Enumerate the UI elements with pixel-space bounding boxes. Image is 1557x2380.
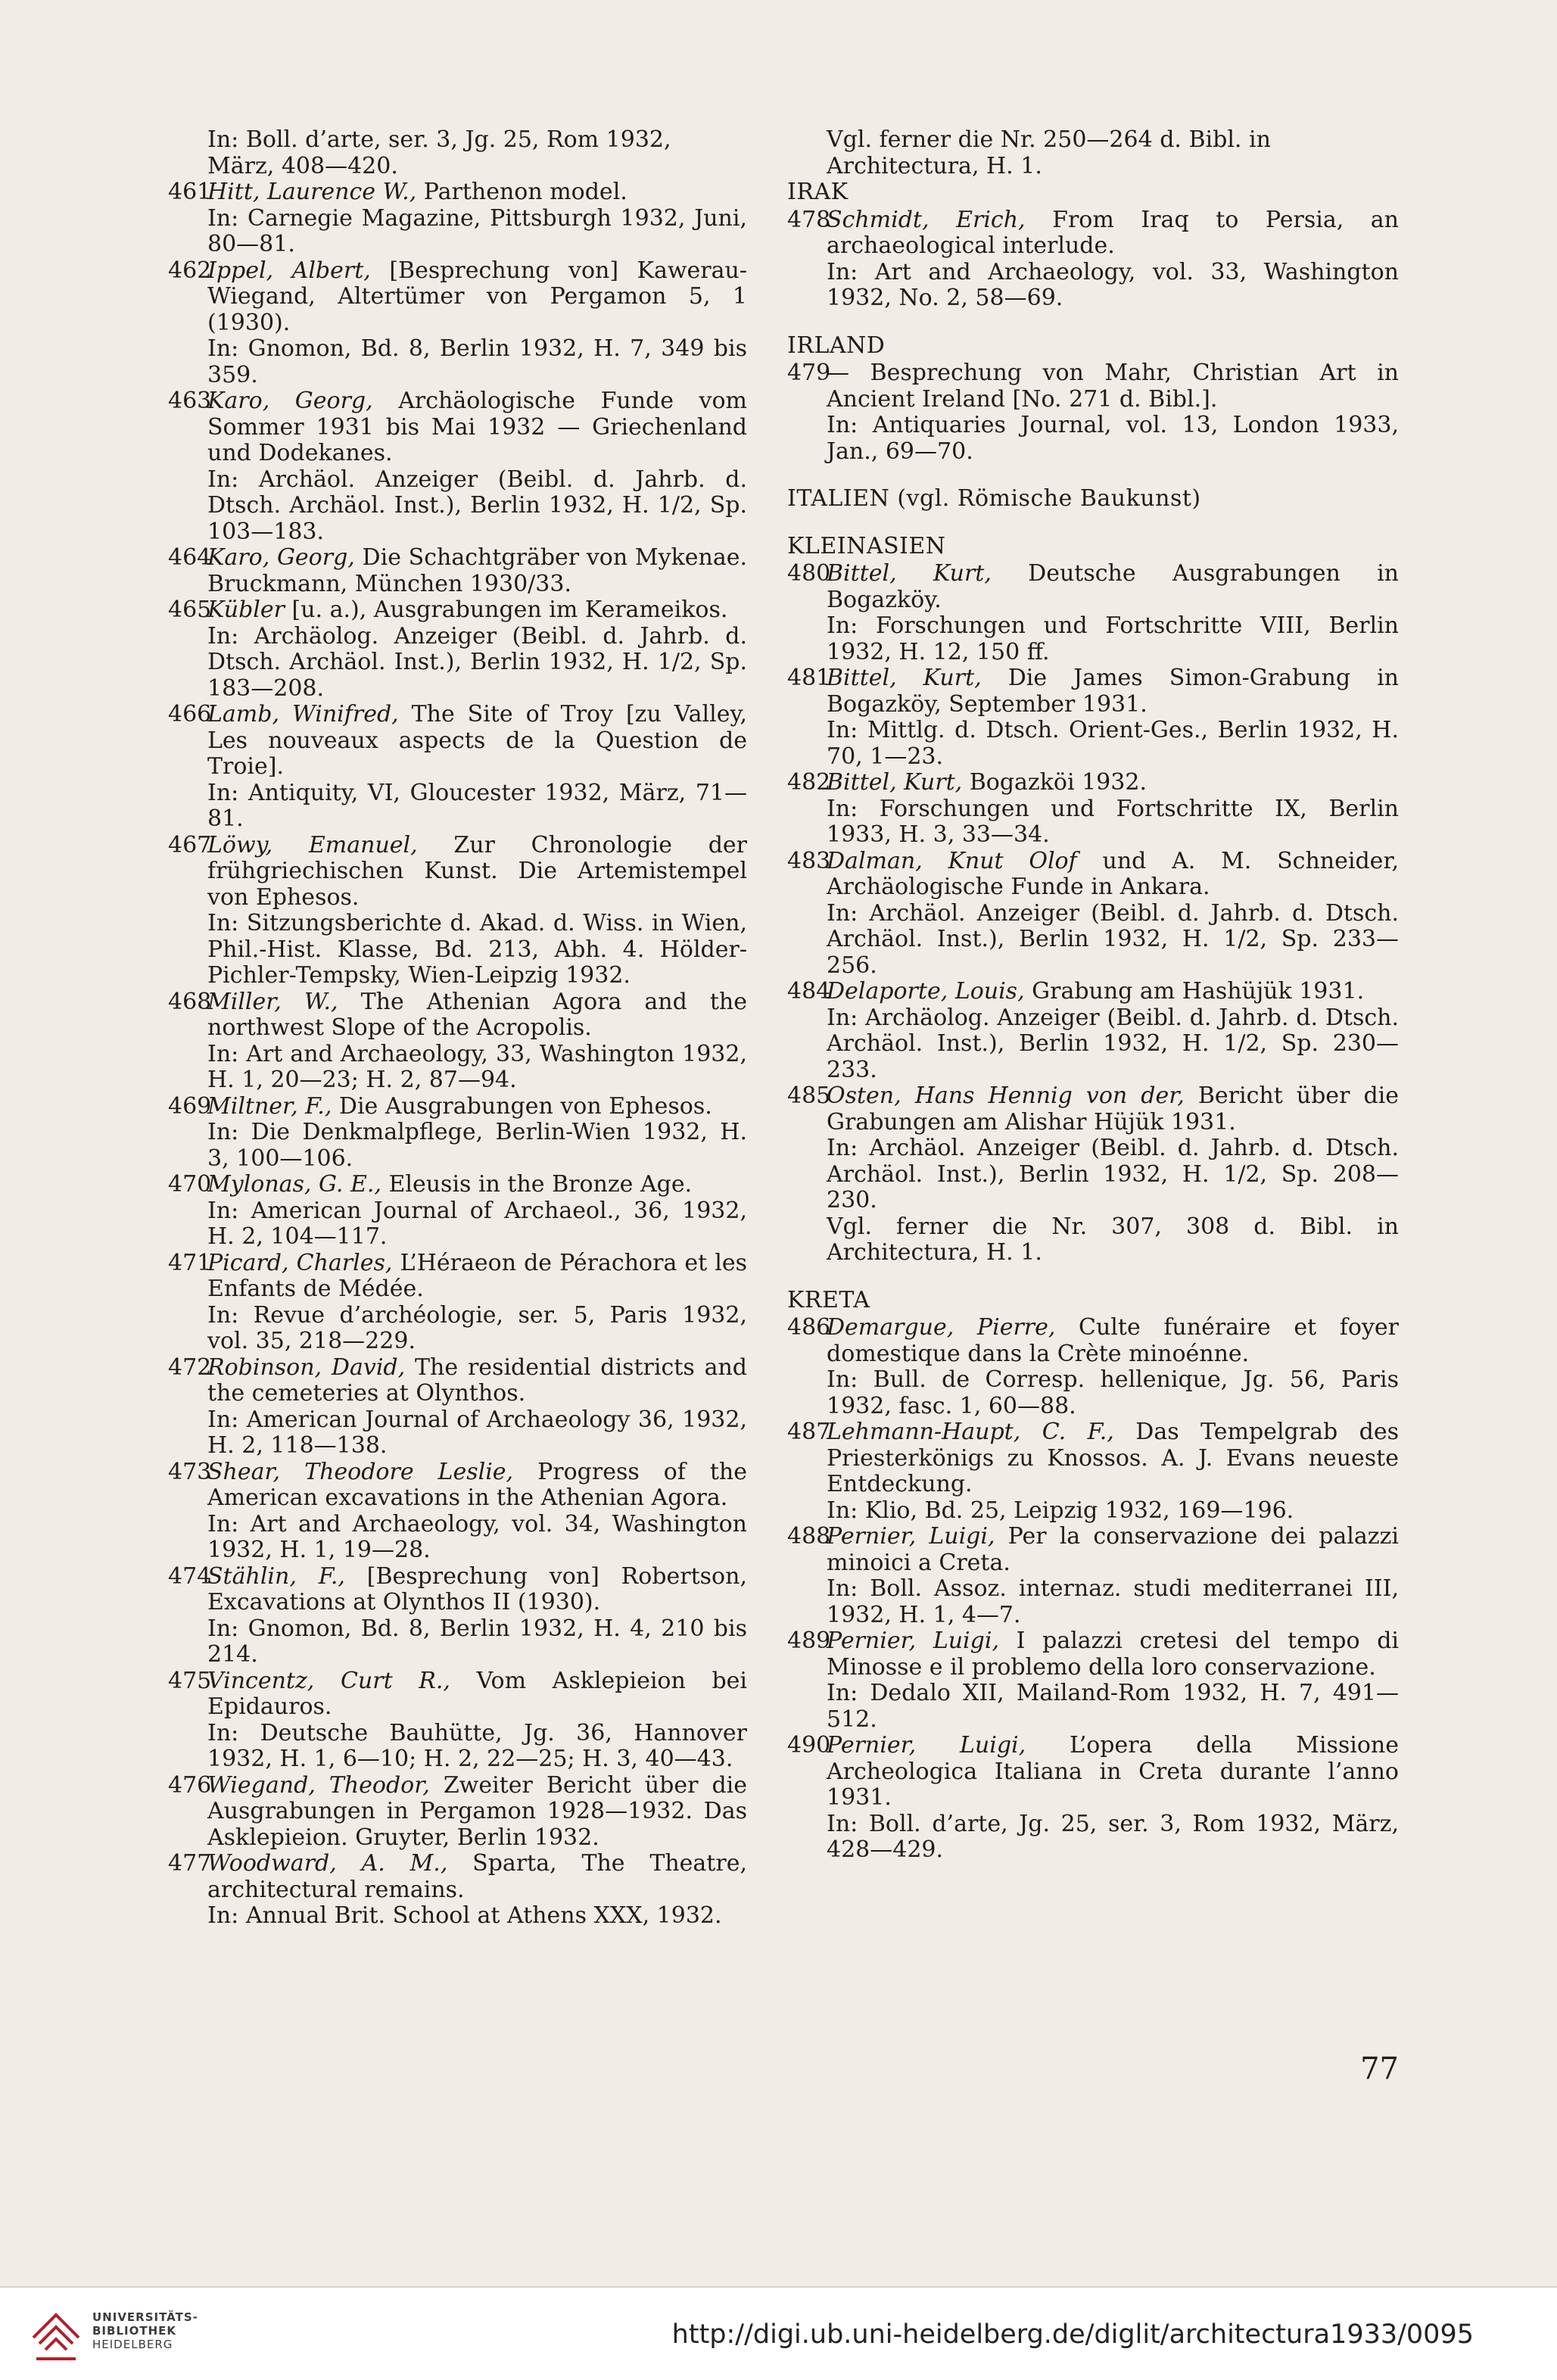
entry-number: 472 xyxy=(168,1354,212,1381)
bibliography-entry xyxy=(168,1172,747,1251)
bibliography-entry xyxy=(787,1419,1399,1524)
entry-number: 473 xyxy=(168,1458,212,1485)
entry-number: 485 xyxy=(787,1083,831,1109)
entry-source-line: In: Revue d’archéologie, ser. 5, Paris 1932, vol. 35, 218—229. xyxy=(207,1301,747,1354)
entry-body xyxy=(827,1083,1399,1266)
entry-title: Zur Chronologie der frühgriechischen Kunst. Die Artemistempel von Ephesos. xyxy=(207,831,747,911)
entry-title: The residential districts and the cemeteries at Olynthos. xyxy=(207,1354,748,1407)
entry-source-line: In: Antiquity, VI, Gloucester 1932, März, 71—81. xyxy=(207,779,747,832)
entry-author: Vincentz, Curt R., xyxy=(207,1667,450,1694)
entry-author: Demargue, Pierre, xyxy=(827,1314,1056,1341)
entry-number: 464 xyxy=(168,544,212,571)
entry-author: Bittel, Kurt, xyxy=(827,769,963,796)
entry-title-line xyxy=(207,1564,747,1616)
entry-title: Parthenon model. xyxy=(416,179,627,205)
entry-title-line xyxy=(207,833,747,911)
entry-source-line: In: Archäolog. Anzeiger (Beibl. d. Jahrb. d. Dtsch. Archäol. Inst.), Berlin 1932, H. 1/2, Sp. 230—233. xyxy=(827,1004,1399,1083)
entry-author: Osten, Hans Hennig von der, xyxy=(827,1083,1185,1109)
page-number: 77 xyxy=(1360,2051,1399,2086)
bibliography-entry xyxy=(168,597,747,702)
entry-body xyxy=(207,388,747,545)
bibliography-entry xyxy=(168,388,747,545)
bibliography-entry xyxy=(787,1628,1399,1733)
entry-number: 476 xyxy=(168,1771,212,1799)
entry-title-line xyxy=(827,1524,1399,1576)
bibliography-entry xyxy=(787,770,1399,849)
entry-body xyxy=(827,207,1399,312)
entry-title: From Iraq to Persia, an archaeological interlude. xyxy=(827,206,1400,259)
entry-title-line xyxy=(827,979,1399,1005)
entry-author: Robinson, David, xyxy=(207,1354,406,1381)
entry-source-line: In: American Journal of Archaeology 36, 1932, H. 2, 118—138. xyxy=(207,1406,747,1459)
entry-title: Die James Simon-Grabung in Bogazköy, September 1931. xyxy=(827,665,1400,718)
entry-author: Schmidt, Erich, xyxy=(827,206,1026,233)
entry-source-line: In: Dedalo XII, Mailand-Rom 1932, H. 7, 491—512. xyxy=(827,1680,1399,1733)
entry-author: Lamb, Winifred, xyxy=(207,701,399,727)
entry-source-line: In: Annual Brit. School at Athens XXX, 1932. xyxy=(207,1902,722,1929)
entry-body xyxy=(827,1628,1399,1733)
entry-number: 484 xyxy=(787,978,831,1005)
entry-source-line: In: Carnegie Magazine, Pittsburgh 1932, Juni, 80—81. xyxy=(207,204,747,257)
entry-author: Picard, Charles, xyxy=(207,1249,393,1276)
entry-body xyxy=(207,989,747,1094)
entry-title-line xyxy=(827,1733,1399,1811)
entry-body xyxy=(207,1355,747,1459)
entry-title-line xyxy=(207,1773,747,1852)
entry-title: Bericht über die Grabungen am Alishar Hüjük 1931. xyxy=(827,1083,1399,1135)
entry-source-line: In: Archäol. Anzeiger (Beibl. d. Jahrb. d. Dtsch. Archäol. Inst.), Berlin 1932, H. 1/2, Sp. 103—183. xyxy=(207,466,747,545)
entry-number: 486 xyxy=(787,1314,831,1341)
entry-body xyxy=(207,1773,747,1852)
library-name-line: BIBLIOTHEK xyxy=(92,2324,176,2338)
entry-body xyxy=(827,1524,1399,1628)
bibliography-entry xyxy=(787,1524,1399,1628)
entry-source-line: In: Gnomon, Bd. 8, Berlin 1932, H. 7, 349 bis 359. xyxy=(207,335,747,388)
entry-author: Wiegand, Theodor, xyxy=(207,1771,430,1799)
entry-author: Kübler xyxy=(207,597,285,623)
entry-body xyxy=(827,360,1399,465)
entry-source-line: In: Bull. de Corresp. hellenique, Jg. 56, Paris 1932, fasc. 1, 60—88. xyxy=(827,1366,1399,1419)
entry-title: Die Ausgrabungen von Ephesos. xyxy=(332,1092,712,1120)
continuation-block xyxy=(168,127,747,179)
entry-number: 490 xyxy=(787,1732,831,1759)
entry-title: Zweiter Bericht über die Ausgrabungen in Pergamon 1928—1932. Das Asklepieion. Gruyter, Berlin 1932. xyxy=(207,1771,747,1851)
entry-title-line xyxy=(207,258,747,337)
entry-body xyxy=(207,1251,747,1355)
entry-source-line: In: Forschungen und Fortschritte VIII, Berlin 1932, H. 12, 150 ff. xyxy=(827,612,1399,665)
entry-author: Bittel, Kurt, xyxy=(827,665,982,691)
entry-title-line xyxy=(207,1251,747,1303)
entry-number: 489 xyxy=(787,1628,831,1654)
entry-title: — Besprechung von Mahr, Christian Art in Ancient Ireland [No. 271 d. Bibl.]. xyxy=(827,360,1399,413)
entry-body xyxy=(827,1419,1399,1524)
entry-source-line: In: Sitzungsberichte d. Akad. d. Wiss. in Wien, Phil.-Hist. Klasse, Bd. 213, Abh. 4. Hölder-Pichler-Tempsky, Wien-Leipzig 1932. xyxy=(207,910,747,989)
entry-title: Archäologische Funde vom Sommer 1931 bis Mai 1932 — Griechenland und Dodekanes. xyxy=(207,388,747,466)
entry-author: Shear, Theodore Leslie, xyxy=(207,1458,514,1485)
entry-title: [Besprechung von] Robertson, Excavations at Olynthos II (1930). xyxy=(207,1562,747,1615)
entry-title: Progress of the American excavations in the Athenian Agora. xyxy=(207,1458,747,1511)
entry-title: [Besprechung von] Kawerau-Wiegand, Altertümer von Pergamon 5, 1 (1930). xyxy=(207,257,747,336)
entry-author: Pernier, Luigi, xyxy=(827,1628,999,1654)
entry-body xyxy=(207,702,747,833)
entry-source-line: In: Archäolog. Anzeiger (Beibl. d. Jahrb. d. Dtsch. Archäol. Inst.), Berlin 1932, H. 1/2, Sp. 183—208. xyxy=(207,622,747,702)
entry-source-line: In: Gnomon, Bd. 8, Berlin 1932, H. 4, 210 bis 214. xyxy=(207,1615,747,1668)
entry-source-line: In: Archäol. Anzeiger (Beibl. d. Jahrb. d. Dtsch. Archäol. Inst.), Berlin 1932, H. 1/2, Sp. 233—256. xyxy=(827,899,1399,979)
entry-title-line xyxy=(207,1172,747,1198)
entry-author: Delaporte, Louis, xyxy=(827,978,1025,1005)
continuation-line: In: Boll. d’arte, ser. 3, Jg. 25, Rom 1932, xyxy=(207,126,671,153)
entry-number: 474 xyxy=(168,1562,212,1590)
entry-author: Ippel, Albert, xyxy=(207,257,371,284)
entry-source-line: In: Klio, Bd. 25, Leipzig 1932, 169—196. xyxy=(827,1497,1294,1524)
entry-body xyxy=(207,597,747,702)
entry-number: 461 xyxy=(168,179,212,205)
bibliography-entry xyxy=(787,360,1399,465)
entry-source-line: In: Boll. Assoz. internaz. studi mediterranei III, 1932, H. 1, 4—7. xyxy=(827,1575,1399,1628)
entry-author: Karo, Georg, xyxy=(207,544,355,571)
entry-title-line xyxy=(207,388,747,467)
entry-title: I palazzi cretesi del tempo di Minosse e il problemo della loro conservazione. xyxy=(827,1628,1399,1681)
entry-author: Mylonas, G. E., xyxy=(207,1171,381,1198)
entry-title-line xyxy=(827,561,1399,613)
entry-body xyxy=(827,1733,1399,1864)
entry-source-line: In: Archäol. Anzeiger (Beibl. d. Jahrb. d. Dtsch. Archäol. Inst.), Berlin 1932, H. 1/2, Sp. 208—230. xyxy=(827,1135,1399,1213)
entry-body xyxy=(207,833,747,989)
entry-author: Bittel, Kurt, xyxy=(827,560,992,587)
entry-body xyxy=(827,561,1399,665)
entry-title-line xyxy=(207,597,747,624)
entry-title: Grabung am Hashüjük 1931. xyxy=(1024,978,1365,1005)
entry-title-line xyxy=(207,179,747,206)
bibliography-entry xyxy=(787,1083,1399,1266)
entry-number: 469 xyxy=(168,1092,212,1120)
entry-body xyxy=(207,258,747,389)
continuation-line: Vgl. ferner die Nr. 250—264 d. Bibl. in xyxy=(827,126,1271,153)
entry-title: Sparta, The Theatre, architectural remains. xyxy=(207,1850,747,1903)
entry-title: Per la conservazione dei palazzi minoici a Creta. xyxy=(827,1523,1399,1576)
entry-number: 471 xyxy=(168,1249,212,1276)
entry-author: Pernier, Luigi, xyxy=(827,1523,995,1550)
entry-source-line: In: Antiquaries Journal, vol. 13, London 1933, Jan., 69—70. xyxy=(827,412,1399,465)
entry-number: 481 xyxy=(787,665,831,691)
entry-author: Pernier, Luigi, xyxy=(827,1732,1026,1759)
entry-body xyxy=(207,545,747,597)
continuation-line: März, 408—420. xyxy=(207,152,398,179)
entry-number: 467 xyxy=(168,831,212,858)
entry-title: Eleusis in the Bronze Age. xyxy=(381,1171,693,1198)
entry-source-line: In: Art and Archaeology, vol. 34, Washington 1932, H. 1, 19—28. xyxy=(207,1510,747,1563)
entry-title: Die Schachtgräber von Mykenae. Bruckmann, München 1930/33. xyxy=(207,544,747,597)
entry-number: 482 xyxy=(787,769,831,796)
bibliography-entry xyxy=(787,561,1399,665)
entry-title: Bogazköi 1932. xyxy=(962,769,1147,796)
entry-title: [u. a.), Ausgrabungen im Kerameikos. xyxy=(284,597,728,623)
entry-title-line xyxy=(827,1419,1399,1498)
entry-author: Stählin, F., xyxy=(207,1562,345,1590)
entry-body xyxy=(207,1851,747,1930)
bibliography-entry xyxy=(168,702,747,833)
bibliography-entry xyxy=(168,545,747,597)
entry-number: 470 xyxy=(168,1171,212,1198)
entry-title-line xyxy=(207,702,747,780)
entry-number: 487 xyxy=(787,1419,831,1445)
entry-source-line: In: Art and Archaeology, vol. 33, Washington 1932, No. 2, 58—69. xyxy=(827,258,1399,311)
entry-title-line xyxy=(827,1083,1399,1135)
entry-body xyxy=(827,770,1399,849)
section-heading: ITALIEN (vgl. Römische Baukunst) xyxy=(787,485,1201,512)
entry-author: Lehmann-Haupt, C. F., xyxy=(827,1419,1114,1445)
bibliography-entry xyxy=(168,1773,747,1852)
entry-body xyxy=(207,1172,747,1251)
footer-bar xyxy=(0,2286,1557,2380)
entry-title-line xyxy=(207,989,747,1042)
bibliography-entry xyxy=(787,207,1399,312)
entry-source-line: In: Deutsche Bauhütte, Jg. 36, Hannover 1932, H. 1, 6—10; H. 2, 22—25; H. 3, 40—43. xyxy=(207,1719,747,1772)
entry-number: 488 xyxy=(787,1523,831,1550)
right-sections xyxy=(787,179,1399,1864)
entry-number: 465 xyxy=(168,597,212,623)
entry-source-line: In: Forschungen und Fortschritte IX, Berlin 1933, H. 3, 33—34. xyxy=(827,795,1399,848)
entry-title-line xyxy=(827,1628,1399,1681)
entry-title-line xyxy=(827,665,1399,718)
entry-number: 468 xyxy=(168,988,212,1015)
entry-number: 480 xyxy=(787,560,831,587)
section-heading: KLEINASIEN xyxy=(787,532,946,559)
entry-number: 477 xyxy=(168,1850,212,1877)
entry-title: Das Tempelgrab des Priesterkönigs zu Knossos. A. J. Evans neueste Entdeckung. xyxy=(827,1419,1399,1497)
entry-number: 478 xyxy=(787,206,831,233)
entry-title-line xyxy=(207,1668,747,1721)
bibliography-entry xyxy=(168,833,747,989)
entry-author: Miltner, F., xyxy=(207,1092,332,1120)
entry-source-line: In: Die Denkmalpflege, Berlin-Wien 1932, H. 3, 100—106. xyxy=(207,1119,747,1172)
entry-author: Karo, Georg, xyxy=(207,388,373,414)
section-heading: IRLAND xyxy=(787,332,886,359)
bibliography-entry xyxy=(787,1733,1399,1864)
bibliography-entry xyxy=(168,1094,747,1173)
entry-body xyxy=(207,1564,747,1668)
entry-source-line: In: Art and Archaeology, 33, Washington 1932, H. 1, 20—23; H. 2, 87—94. xyxy=(207,1040,747,1093)
right-column xyxy=(787,127,1399,1864)
library-name-line: UNIVERSITÄTS- xyxy=(92,2310,198,2324)
entry-author: Woodward, A. M., xyxy=(207,1850,448,1877)
entry-author: Hitt, Laurence W., xyxy=(207,179,417,205)
entry-number: 462 xyxy=(168,257,212,284)
entry-title-line xyxy=(827,849,1399,901)
entry-title: und A. M. Schneider, Archäologische Funde in Ankara. xyxy=(827,847,1399,900)
bibliography-entry xyxy=(168,1564,747,1668)
entry-body xyxy=(827,849,1399,980)
library-logo-icon xyxy=(29,2298,83,2366)
bibliography-entry xyxy=(168,1251,747,1355)
entry-body xyxy=(207,179,747,258)
entry-number: 466 xyxy=(168,701,212,727)
entry-number: 475 xyxy=(168,1667,212,1694)
entry-number: 463 xyxy=(168,388,212,414)
library-name xyxy=(92,2310,198,2351)
entry-title-line xyxy=(207,1094,747,1120)
entry-title-line xyxy=(827,207,1399,260)
entry-author: Dalman, Knut Olof xyxy=(827,847,1077,874)
entry-title-line xyxy=(207,1851,747,1903)
bibliography-entry xyxy=(168,1851,747,1930)
entry-body xyxy=(827,1315,1399,1419)
bibliography-entry xyxy=(787,665,1399,770)
entry-title-line xyxy=(207,545,747,597)
entry-title-line xyxy=(827,770,1399,796)
continuation-line: Architectura, H. 1. xyxy=(827,152,1042,179)
library-name-line: HEIDELBERG xyxy=(92,2338,173,2351)
entry-author: Löwy, Emanuel, xyxy=(207,831,418,858)
entry-title: Deutsche Ausgrabungen in Bogazköy. xyxy=(827,560,1399,613)
entry-source-line: In: American Journal of Archaeol., 36, 1932, H. 2, 104—117. xyxy=(207,1197,747,1250)
bibliography-entry xyxy=(168,179,747,258)
entry-body xyxy=(207,1668,747,1773)
entry-body xyxy=(827,665,1399,770)
entry-title: Vom Asklepieion bei Epidauros. xyxy=(207,1667,748,1720)
entry-title-line xyxy=(207,1355,747,1407)
bibliography-entry xyxy=(168,1459,747,1564)
bibliography-entry xyxy=(168,258,747,389)
section-heading: KRETA xyxy=(787,1286,870,1313)
section-heading: IRAK xyxy=(787,179,849,205)
entry-body xyxy=(827,979,1399,1083)
source-url-link[interactable]: http://digi.ub.uni-heidelberg.de/diglit/architectura1933/0095 xyxy=(671,2319,1474,2350)
entry-title-line xyxy=(827,360,1399,413)
entry-body xyxy=(207,1459,747,1564)
bibliography-entry xyxy=(787,979,1399,1083)
bibliography-entry xyxy=(787,849,1399,980)
entry-body xyxy=(207,1094,747,1173)
bibliography-entry xyxy=(787,1315,1399,1419)
entry-title: The Site of Troy [zu Valley, Les nouveaux aspects de la Question de Troie]. xyxy=(207,701,747,780)
bibliography-entry xyxy=(168,1668,747,1773)
left-entries xyxy=(168,179,747,1930)
entry-number: 479 xyxy=(787,360,831,386)
entry-title: L’opera della Missione Archeologica Italiana in Creta durante l’anno 1931. xyxy=(827,1732,1399,1811)
entry-source-line: In: Mittlg. d. Dtsch. Orient-Ges., Berlin 1932, H. 70, 1—23. xyxy=(827,717,1399,770)
bibliography-entry xyxy=(168,1355,747,1459)
bibliography-entry xyxy=(168,989,747,1094)
entry-source-line: Vgl. ferner die Nr. 307, 308 d. Bibl. in Architectura, H. 1. xyxy=(827,1213,1399,1266)
entry-title-line xyxy=(207,1459,747,1512)
entry-title-line xyxy=(827,1315,1399,1367)
entry-title: Culte funéraire et foyer domestique dans la Crète minoénne. xyxy=(827,1314,1399,1367)
entry-author: Miller, W., xyxy=(207,988,338,1015)
entry-number: 483 xyxy=(787,847,831,874)
left-column xyxy=(168,127,747,1930)
entry-title: L’Héraeon de Pérachora et les Enfants de Médée. xyxy=(207,1249,748,1302)
continuation-block xyxy=(787,127,1399,179)
entry-source-line: In: Boll. d’arte, Jg. 25, ser. 3, Rom 1932, März, 428—429. xyxy=(827,1810,1399,1863)
entry-title: The Athenian Agora and the northwest Slope of the Acropolis. xyxy=(207,988,747,1041)
